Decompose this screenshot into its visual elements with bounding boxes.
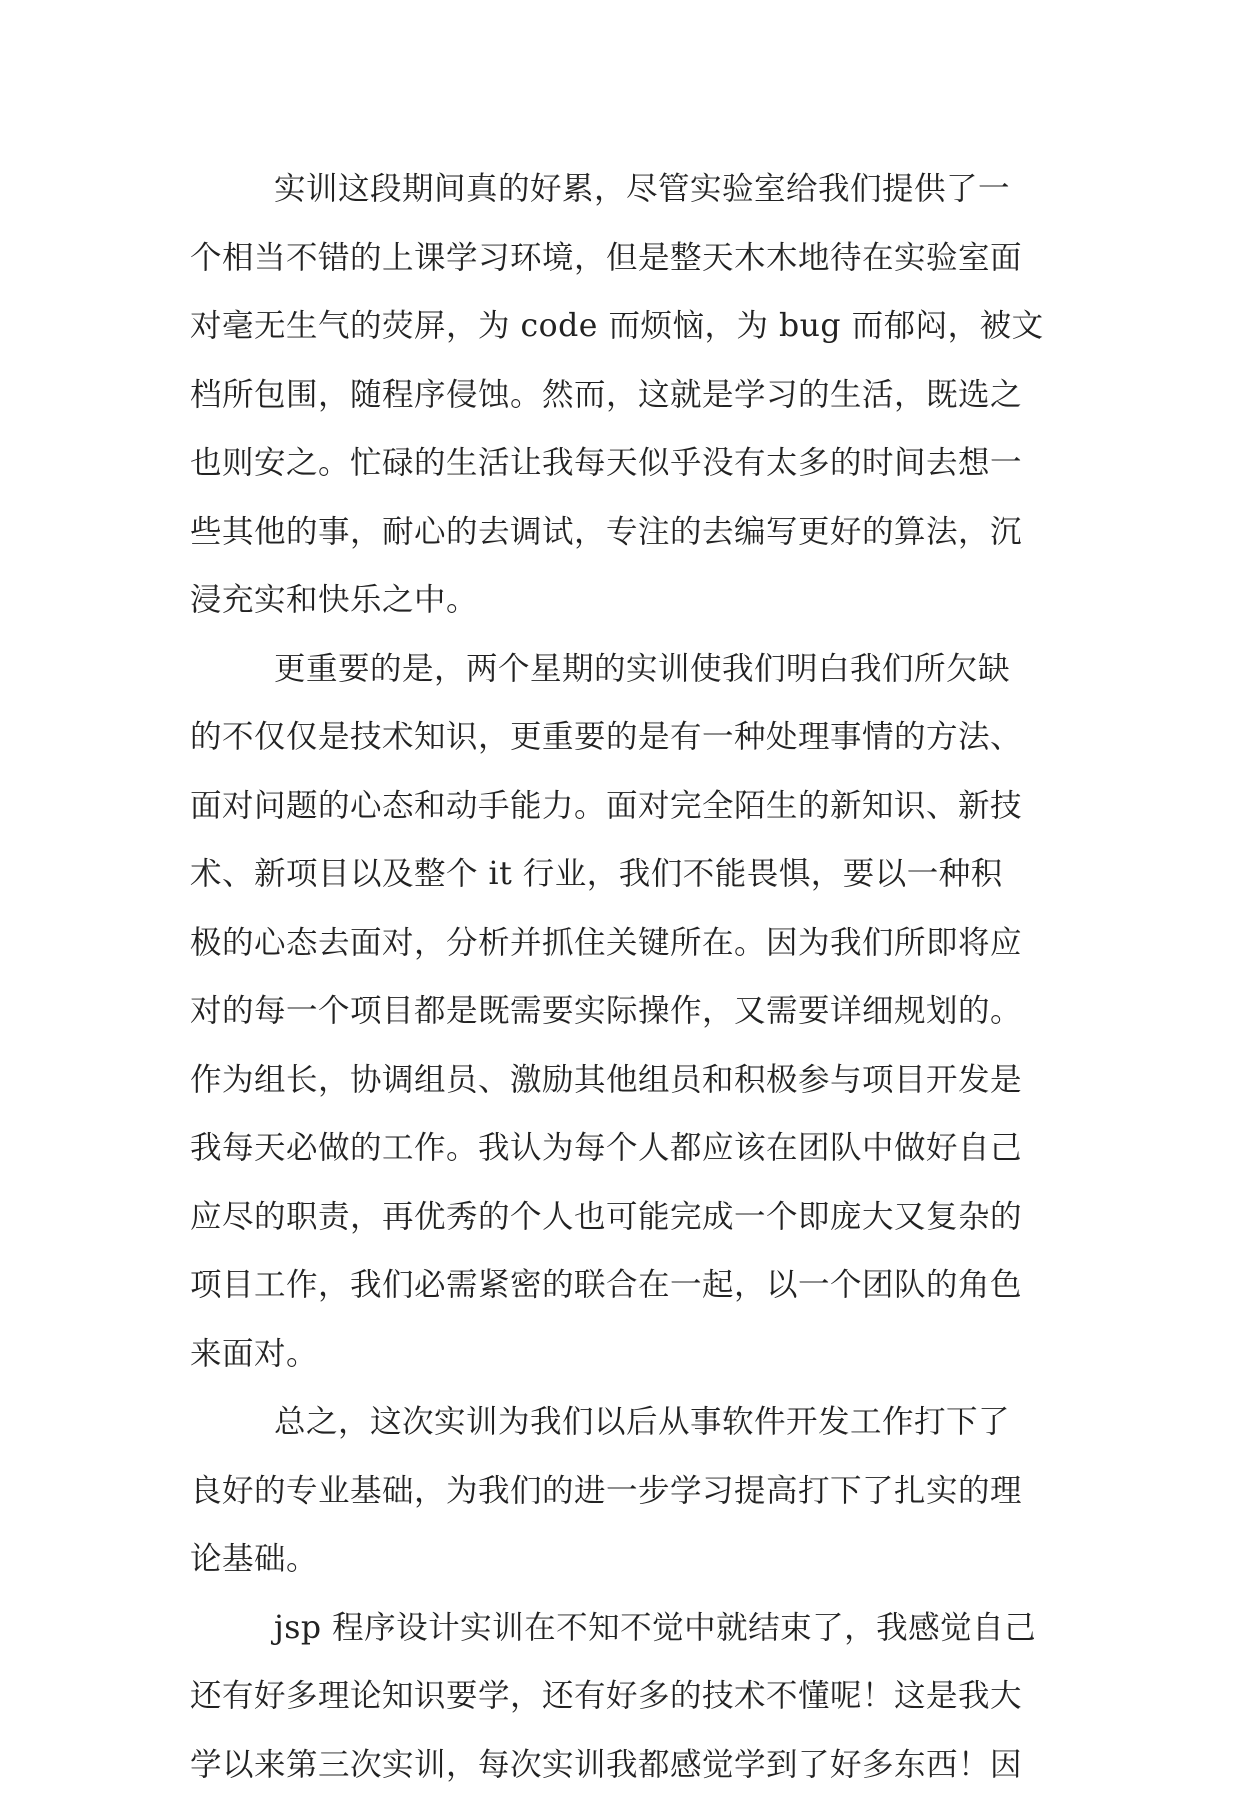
text-line: 更重要的是，两个星期的实训使我们明白我们所欠缺 (190, 635, 1070, 704)
text-line: 个相当不错的上课学习环境，但是整天木木地待在实验室面 (190, 224, 1070, 293)
text-line: 总之，这次实训为我们以后从事软件开发工作打下了 (190, 1388, 1070, 1457)
text-line: 些其他的事，耐心的去调试，专注的去编写更好的算法，沉 (190, 498, 1070, 567)
paragraph-1 (190, 155, 1070, 635)
text-line: 也则安之。忙碌的生活让我每天似乎没有太多的时间去想一 (190, 429, 1070, 498)
text-line: 对的每一个项目都是既需要实际操作，又需要详细规划的。 (190, 977, 1070, 1046)
text-line: 面对问题的心态和动手能力。面对完全陌生的新知识、新技 (190, 772, 1070, 841)
text-line: 项目工作，我们必需紧密的联合在一起，以一个团队的角色 (190, 1251, 1070, 1320)
text-line: 极的心态去面对，分析并抓住关键所在。因为我们所即将应 (190, 909, 1070, 978)
paragraph-2 (190, 635, 1070, 1389)
text-line: 应尽的职责，再优秀的个人也可能完成一个即庞大又复杂的 (190, 1183, 1070, 1252)
text-line: 论基础。 (190, 1525, 1070, 1594)
text-line: 术、新项目以及整个 it 行业，我们不能畏惧，要以一种积 (190, 840, 1070, 909)
text-line: 良好的专业基础，为我们的进一步学习提高打下了扎实的理 (190, 1457, 1070, 1526)
text-line: 还有好多理论知识要学，还有好多的技术不懂呢！这是我大 (190, 1662, 1070, 1731)
text-line: 来面对。 (190, 1320, 1070, 1389)
paragraph-3 (190, 1388, 1070, 1594)
text-line: 实训这段期间真的好累，尽管实验室给我们提供了一 (190, 155, 1070, 224)
text-line: 档所包围，随程序侵蚀。然而，这就是学习的生活，既选之 (190, 361, 1070, 430)
text-line: 我每天必做的工作。我认为每个人都应该在团队中做好自己 (190, 1114, 1070, 1183)
text-line: 学以来第三次实训，每次实训我都感觉学到了好多东西！因 (190, 1731, 1070, 1799)
text-line: 的不仅仅是技术知识，更重要的是有一种处理事情的方法、 (190, 703, 1070, 772)
text-line: 浸充实和快乐之中。 (190, 566, 1070, 635)
text-line: 作为组长，协调组员、激励其他组员和积极参与项目开发是 (190, 1046, 1070, 1115)
document-body (190, 155, 1070, 1799)
paragraph-4 (190, 1594, 1070, 1799)
text-line: 对毫无生气的荧屏，为 code 而烦恼，为 bug 而郁闷，被文 (190, 292, 1070, 361)
text-line: jsp 程序设计实训在不知不觉中就结束了，我感觉自己 (190, 1594, 1070, 1663)
